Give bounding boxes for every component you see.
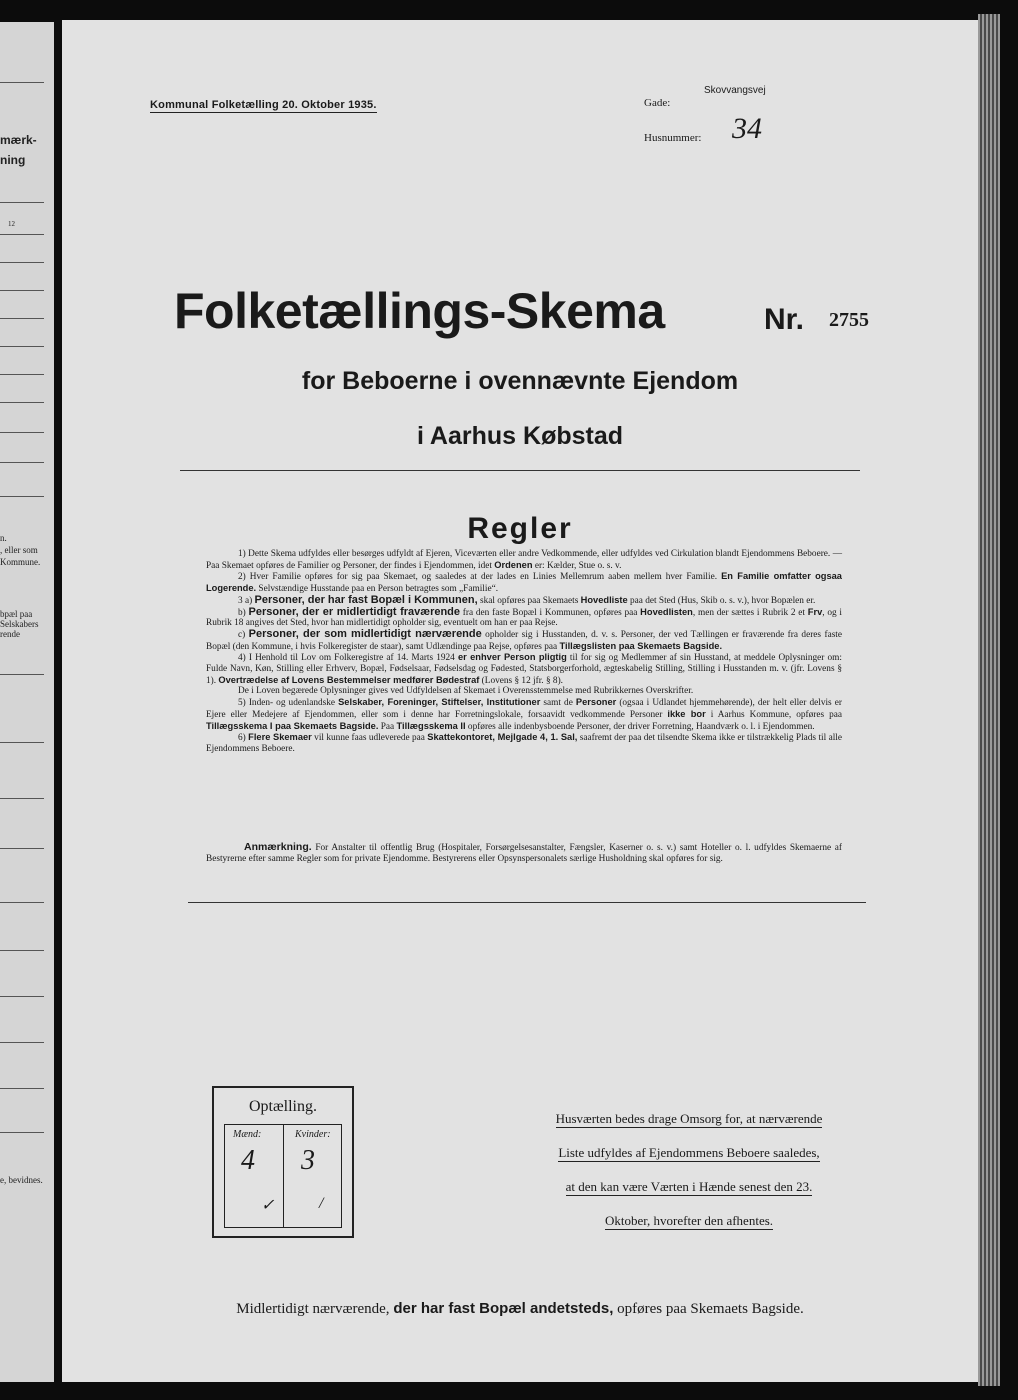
house-number-label: Husnummer:: [644, 132, 702, 144]
form-title: Folketællings-Skema: [174, 283, 665, 339]
notice-line: at den kan være Værten i Hænde senest den 23.: [565, 1179, 813, 1194]
grid-divider: [283, 1125, 284, 1227]
women-label: Kvinder:: [295, 1129, 331, 1140]
notice-line: Liste udfyldes af Ejendommens Beboere saaledes,: [558, 1145, 820, 1160]
rule-line: [0, 402, 44, 403]
rule-5: 5) Inden- og udenlandske Selskaber, Foreninger, Stiftelser, Institutioner samt de Personer (ogsaa i Udlandet hjemmehørende), der helt eller delvis er Ejere eller Medejere af Ejendommen, eller som i denne har Forretningslokale, forsaavidt vedkommende Personer ikke bor i Aarhus Kommune, opføres paa Tillægsskema I paa Skemaets Bagside. Paa Tillægsskema II opføres alle indenbysboende Personer, der driver Forretning, Haandværk o. l. i Ejendommen.: [206, 697, 843, 732]
left-fragment-text: mærk-: [0, 133, 37, 147]
rule-line: [0, 950, 44, 951]
rule-line: [0, 798, 44, 799]
men-count: 4: [241, 1145, 255, 1176]
rule-line: [0, 346, 44, 347]
rule-line: [0, 996, 44, 997]
left-fragment-text: bpæl paa: [0, 609, 33, 619]
divider-line: [180, 470, 860, 471]
rule-line: [0, 374, 44, 375]
rule-line: [0, 82, 44, 83]
rule-line: [0, 462, 44, 463]
left-page-fragment: [0, 22, 54, 1382]
notice-line: Oktober, hvorefter den afhentes.: [604, 1213, 774, 1228]
men-label: Mænd:: [233, 1129, 262, 1140]
street-label: Gade:: [644, 97, 671, 109]
left-fragment-text: e, bevidnes.: [0, 1175, 43, 1185]
form-subtitle: for Beboerne i ovennævnte Ejendom: [301, 367, 739, 395]
rule-line: [0, 1132, 44, 1133]
left-fragment-text: Kommune.: [0, 557, 41, 567]
rule-3c: c) Personer, der som midlertidigt nærværende opholder sig i Husstanden, d. v. s. Personer, der ved Tællingen er fraværende fra deres faste Bopæl (den Kommune, i hvis Folkeregister de staar), samt Udlændinge paa Rejse, opføres paa Tillægslisten paa Skemaets Bagside.: [206, 627, 843, 652]
rule-line: [0, 234, 44, 235]
form-number-label: Nr.: [764, 303, 805, 336]
rules-heading: Regler: [467, 512, 573, 545]
collection-notice: [492, 1102, 886, 1238]
form-number-value: 2755: [829, 309, 869, 331]
women-count: 3: [301, 1145, 315, 1176]
remark-text: For Anstalter til offentlig Brug (Hospitaler, Forsørgelsesanstalter, Fængsler, Kaserner o. s. v.) samt Hoteller o. l. udfyldes Skemaerne af Bestyrerne efter samme Regler som for private Ejendomme. Bestyrerens eller Opsynspersonalets særlige Husholdning skal opføres for sig.: [206, 843, 842, 864]
footer-note: Midlertidigt nærværende, der har fast Bopæl andetsteds, opføres paa Skemaets Bagside.: [236, 1300, 804, 1317]
left-fragment-text: 12: [8, 220, 15, 228]
rule-3b: b) Personer, der er midlertidigt fraværende fra den faste Bopæl i Kommunen, opføres paa Hovedlisten, men der sættes i Rubrik 2 et Frv, og i Rubrik 18 angives det Sted, hvor han midlertidigt opholder sig, eventuelt om han er paa Rejse.: [206, 605, 843, 629]
street-value: Skovvangsvej: [704, 85, 766, 96]
rule-line: [0, 902, 44, 903]
count-grid: [224, 1124, 342, 1228]
rule-line: [0, 496, 44, 497]
rule-line: [0, 1042, 44, 1043]
rule-line: [0, 290, 44, 291]
rule-line: [0, 262, 44, 263]
remark-label: Anmærkning.: [244, 841, 312, 853]
left-fragment-text: , eller som: [0, 545, 38, 555]
notice-line: Husværten bedes drage Omsorg for, at nærværende: [555, 1111, 823, 1126]
women-tick: /: [319, 1195, 324, 1212]
rule-line: [0, 1088, 44, 1089]
count-box: [212, 1086, 354, 1238]
count-box-title: Optælling.: [248, 1098, 317, 1115]
remark-paragraph: [206, 842, 842, 865]
rule-line: [0, 318, 44, 319]
men-tick: ✓: [261, 1197, 275, 1214]
census-form-page: [62, 20, 978, 1382]
rule-3a: 3 a) Personer, der har fast Bopæl i Kommunen, skal opføres paa Skemaets Hovedliste paa det Sted (Hus, Skib o. s. v.), hvor Bopælen er.: [238, 593, 816, 606]
left-fragment-text: ning: [0, 153, 26, 167]
rule-line: [0, 432, 44, 433]
divider-line: [188, 902, 866, 903]
rule-4-note: De i Loven begærede Oplysninger gives ved Udfyldelsen af Skemaet i Overensstemmelse med Rubrikkernes Overskrifter.: [238, 686, 694, 697]
house-number-value: 34: [732, 112, 762, 145]
page-stack-edge: [978, 14, 1000, 1386]
rule-4: 4) I Henhold til Lov om Folkeregistre af 14. Marts 1924 er enhver Person pligtig til for sig og Medlemmer af sin Husstand, at meddele Oplysninger om: Fulde Navn, Køn, Stilling eller Erhverv, Bopæl, Fødselsaar, Fødselsdag og Fødested, Statsborgerforhold, ægteskabelig Stilling, Stilling i Husstanden m. v. (jfr. Lovens § 1). Overtrædelse af Lovens Bestemmelser medfører Bødestraf (Lovens § 12 jfr. § 8).: [206, 652, 842, 686]
left-fragment-text: Selskabers: [0, 619, 39, 629]
rules-text: [206, 549, 842, 755]
rule-1: 1) Dette Skema udfyldes eller besørges udfyldt af Ejeren, Viceværten eller andre Vedkommende, eller udfyldes ved Cirkulation blandt Ejendommens Beboere. — Paa Skemaet opføres de Familier og Personer, der findes i Ejendommen, idet Ordenen er: Kælder, Stue o. s. v.: [206, 549, 842, 571]
form-location: i Aarhus Købstad: [416, 422, 624, 450]
rule-line: [0, 202, 44, 203]
rule-line: [0, 674, 44, 675]
left-fragment-text: rende: [0, 629, 20, 639]
rule-line: [0, 848, 44, 849]
census-heading: Kommunal Folketælling 20. Oktober 1935.: [150, 99, 377, 111]
left-fragment-text: n.: [0, 533, 7, 543]
rule-line: [0, 742, 44, 743]
rule-2: 2) Hver Familie opføres for sig paa Skemaet, og saaledes at der lades en Linies Mellemrum aaben mellem hver Familie. En Familie omfatter ogsaa Logerende. Selvstændige Husstande paa en Person betragtes som „Familie“.: [206, 571, 842, 595]
rule-6: 6) Flere Skemaer vil kunne faas udleverede paa Skattekontoret, Mejlgade 4, 1. Sal, saafremt der paa det tilsendte Skema ikke er tilstrækkelig Plads til alle Ejendommens Beboere.: [206, 732, 842, 754]
